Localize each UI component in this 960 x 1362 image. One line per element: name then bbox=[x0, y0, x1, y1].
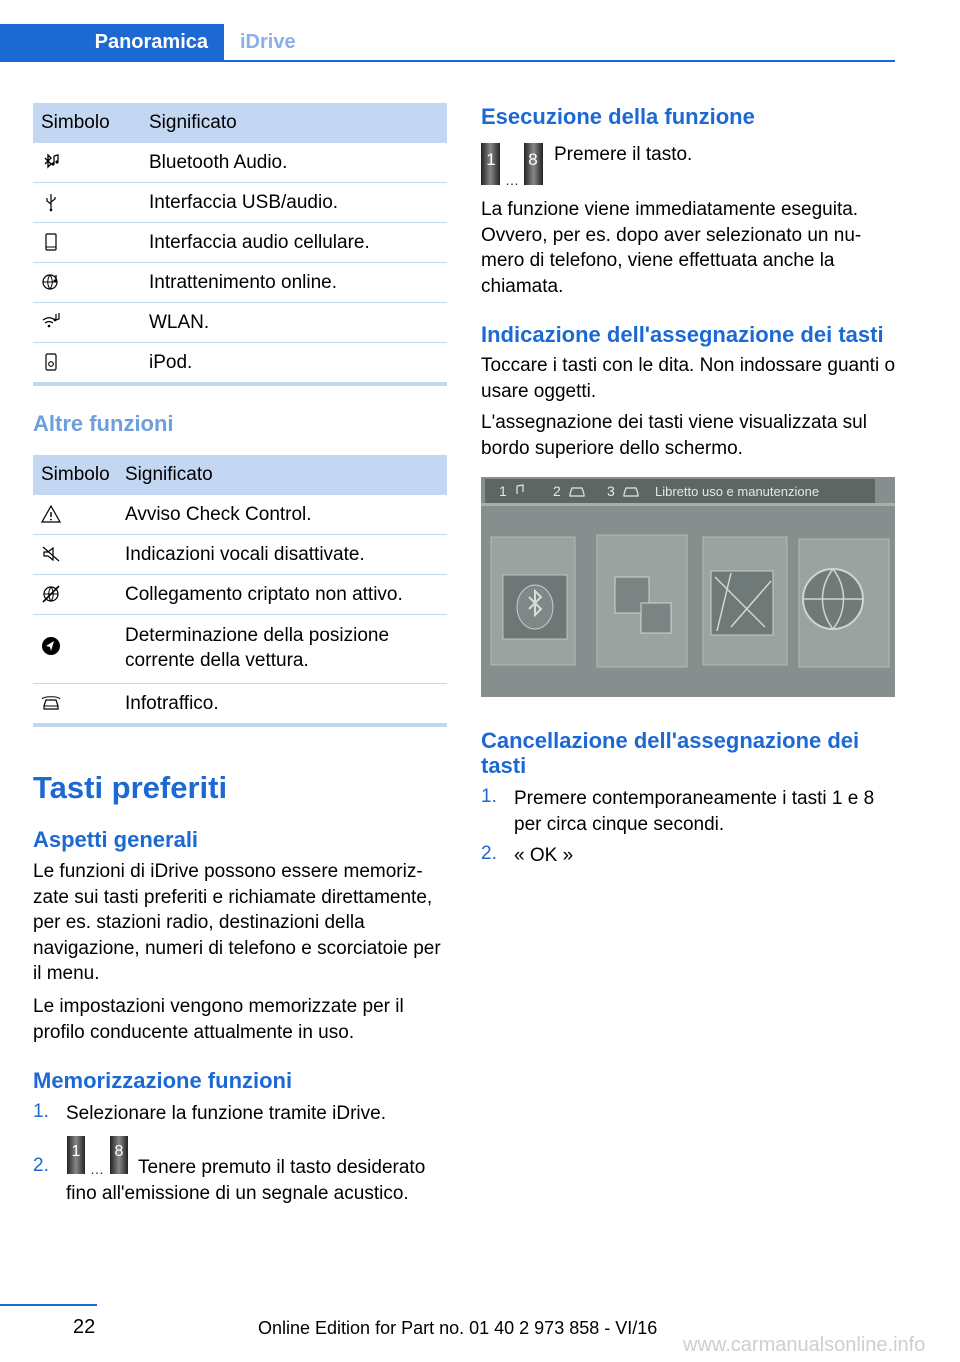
paragraph-indicazione-2: L'assegnazione dei tasti viene visualizzata sul bordo superiore dello schermo. bbox=[481, 412, 867, 459]
table-row bbox=[33, 183, 447, 223]
meaning-text: Avviso Check Control. bbox=[117, 495, 447, 535]
subheading-cancellazione: Cancellazione dell'assegnazione dei tasti bbox=[481, 728, 860, 778]
meaning-text: Infotraffico. bbox=[117, 684, 447, 726]
screen-label: Libretto uso e manutenzione bbox=[655, 484, 820, 499]
paragraph-indicazione-1: Toccare i tasti con le dita. Non indossare guanti o usare oggetti. bbox=[481, 355, 896, 402]
meaning-text: WLAN. bbox=[141, 303, 447, 343]
subheading-indicazione: Indicazione dell'assegnazione dei tasti bbox=[481, 322, 884, 347]
key-dots: … bbox=[505, 172, 519, 186]
position-icon bbox=[41, 636, 61, 656]
key-last-label: 8 bbox=[528, 150, 538, 169]
meaning-text: Interfaccia USB/audio. bbox=[141, 183, 447, 223]
paragraph-aspetti-generali: Le funzioni di iDrive possono essere memorizzate sui tasti preferiti e richiamate direttamente, per es. stazioni radio, destinazioni della navigazione, numeri di telefono e scorciatoie per il menu. bbox=[33, 861, 441, 984]
section-heading-altre-funzioni: Altre funzioni bbox=[33, 411, 174, 436]
paragraph-esecuzione: La funzione viene immediatamente eseguita. Ovvero, per es. dopo aver selezionato un numero di telefono, viene effettuata anche la chiamata. bbox=[481, 199, 862, 297]
header-rule bbox=[0, 60, 895, 62]
step-number: 2. bbox=[481, 843, 497, 864]
subheading-memorizzazione: Memorizzazione funzioni bbox=[33, 1068, 293, 1093]
key-dots: … bbox=[90, 1161, 104, 1176]
column-header-meaning: Significato bbox=[117, 455, 447, 495]
meaning-text: Collegamento criptato non attivo. bbox=[117, 575, 447, 615]
step-text: Premere contemporaneamente i tasti 1 e 8 per circa cinque secondi. bbox=[514, 788, 875, 835]
idrive-screen-graphic bbox=[481, 477, 895, 697]
screen-key-1: 1 bbox=[499, 483, 507, 499]
table-row bbox=[33, 495, 447, 535]
wlan-icon bbox=[41, 312, 61, 332]
step-number: 1. bbox=[33, 1101, 49, 1122]
ipod-icon bbox=[41, 352, 61, 372]
footer-rule bbox=[0, 1304, 97, 1306]
tab-panoramica[interactable]: Panoramica bbox=[0, 24, 224, 61]
key-first-label: 1 bbox=[486, 150, 496, 169]
table-row bbox=[33, 575, 447, 615]
screen-key-2: 2 bbox=[553, 483, 561, 499]
column-header-symbol: Simbolo bbox=[33, 103, 141, 143]
warning-icon bbox=[41, 504, 61, 524]
table-header-row bbox=[33, 103, 447, 143]
step-text: « OK » bbox=[514, 845, 574, 866]
step-number: 2. bbox=[33, 1155, 49, 1176]
meaning-text: iPod. bbox=[141, 343, 447, 385]
table-row bbox=[33, 263, 447, 303]
key-first-label: 1 bbox=[71, 1143, 81, 1160]
table-row bbox=[33, 223, 447, 263]
section-heading-tasti-preferiti: Tasti preferiti bbox=[33, 770, 228, 805]
table-row bbox=[33, 303, 447, 343]
table-row bbox=[33, 143, 447, 183]
table-row bbox=[33, 343, 447, 385]
press-key-text: Premere il tasto. bbox=[554, 144, 693, 165]
table-header-row bbox=[33, 455, 447, 495]
subheading-aspetti-generali: Aspetti generali bbox=[33, 827, 199, 852]
symbol-table-1 bbox=[33, 103, 447, 386]
idrive-screen-image bbox=[481, 477, 895, 697]
screen-key-3: 3 bbox=[607, 483, 615, 499]
favorite-keys-image bbox=[481, 143, 545, 186]
meaning-text: Interfaccia audio cellulare. bbox=[141, 223, 447, 263]
column-header-meaning: Significato bbox=[141, 103, 447, 143]
paragraph-profilo: Le impostazioni vengono memorizzate per il profilo conducente attualmente in uso. bbox=[33, 996, 404, 1043]
subheading-esecuzione: Esecuzione della funzione bbox=[481, 104, 755, 129]
symbol-table-2 bbox=[33, 455, 447, 727]
step-text: Selezionare la funzione tramite iDrive. bbox=[66, 1103, 386, 1124]
online-entertainment-icon bbox=[41, 272, 61, 292]
meaning-text: Intrattenimento online. bbox=[141, 263, 447, 303]
column-header-symbol: Simbolo bbox=[33, 455, 117, 495]
meaning-text: Indicazioni vocali disattivate. bbox=[117, 535, 447, 575]
watermark-text: www.carmanualsonline.info bbox=[683, 1334, 926, 1356]
edition-text: Online Edition for Part no. 01 40 2 973 858 - VI/16 bbox=[258, 1318, 658, 1338]
step-text: Tenere premuto il tasto desiderato fino all'emissione di un segnale acustico. bbox=[66, 1157, 426, 1204]
step-number: 1. bbox=[481, 786, 497, 807]
key-last-label: 8 bbox=[114, 1143, 124, 1160]
table-row bbox=[33, 615, 447, 684]
favorite-keys-graphic bbox=[481, 143, 545, 186]
meaning-text: Bluetooth Audio. bbox=[141, 143, 447, 183]
meaning-text: Determinazione della posizione corrente della vettura. bbox=[117, 615, 447, 684]
speaker-muted-icon bbox=[41, 544, 61, 564]
tab-idrive[interactable]: iDrive bbox=[240, 31, 296, 53]
table-row bbox=[33, 535, 447, 575]
usb-icon bbox=[41, 192, 61, 212]
traffic-info-icon bbox=[41, 693, 61, 713]
page-number: 22 bbox=[73, 1316, 96, 1338]
bluetooth-audio-icon bbox=[41, 152, 61, 172]
encryption-off-icon bbox=[41, 584, 61, 604]
phone-icon bbox=[41, 232, 61, 252]
table-row bbox=[33, 684, 447, 726]
